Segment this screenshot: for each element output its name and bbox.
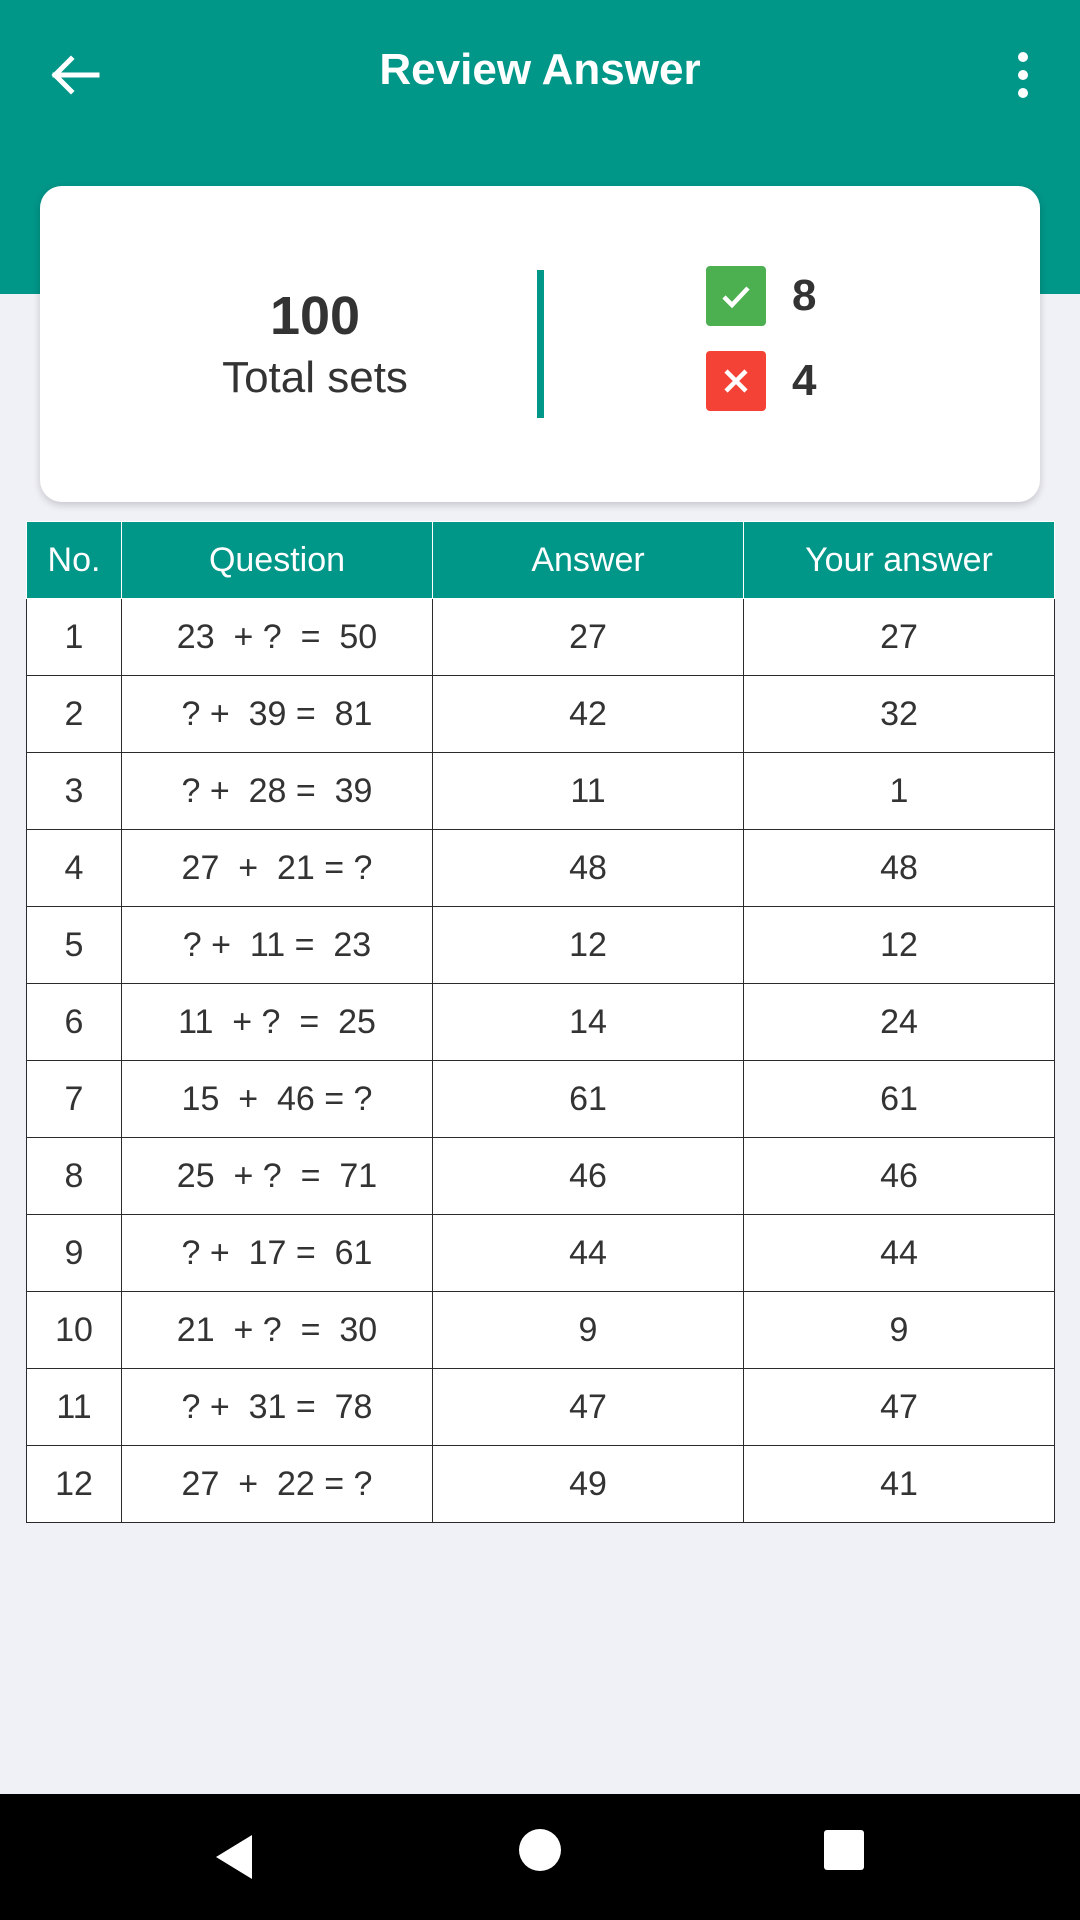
cell-your-answer: 61: [744, 1061, 1055, 1138]
nav-home-icon[interactable]: [518, 1828, 562, 1872]
cell-your-answer: 47: [744, 1369, 1055, 1446]
cell-your-answer: 24: [744, 984, 1055, 1061]
cell-answer: 12: [433, 907, 744, 984]
cell-no: 4: [27, 830, 122, 907]
cell-your-answer: 1: [744, 753, 1055, 830]
cell-no: 3: [27, 753, 122, 830]
cell-no: 7: [27, 1061, 122, 1138]
cell-no: 1: [27, 599, 122, 676]
overflow-menu-button[interactable]: [990, 40, 1056, 110]
system-nav-bar: [0, 1794, 1080, 1920]
cell-answer: 42: [433, 676, 744, 753]
cell-no: 11: [27, 1369, 122, 1446]
cell-your-answer: 12: [744, 907, 1055, 984]
review-table: [26, 521, 1055, 1523]
cell-question: ? + 31 = 78: [122, 1369, 433, 1446]
total-sets-label: Total sets: [222, 353, 408, 402]
cell-answer: 11: [433, 753, 744, 830]
cell-answer: 47: [433, 1369, 744, 1446]
cell-no: 2: [27, 676, 122, 753]
table-row: [27, 907, 1055, 984]
wrong-count: 4: [792, 356, 817, 405]
cell-question: 11 + ? = 25: [122, 984, 433, 1061]
cell-answer: 27: [433, 599, 744, 676]
cell-no: 5: [27, 907, 122, 984]
cell-your-answer: 41: [744, 1446, 1055, 1523]
cell-answer: 46: [433, 1138, 744, 1215]
back-button[interactable]: [40, 40, 110, 110]
cell-question: 21 + ? = 30: [122, 1292, 433, 1369]
cell-your-answer: 9: [744, 1292, 1055, 1369]
cell-no: 6: [27, 984, 122, 1061]
cell-question: ? + 39 = 81: [122, 676, 433, 753]
summary-card: [40, 186, 1040, 502]
check-icon: [706, 266, 766, 326]
cell-your-answer: 48: [744, 830, 1055, 907]
close-icon: [706, 351, 766, 411]
cell-your-answer: 27: [744, 599, 1055, 676]
table-row: [27, 1061, 1055, 1138]
table-header-row: [27, 522, 1055, 599]
nav-recents-icon[interactable]: [824, 1830, 864, 1870]
cell-question: 27 + 21 = ?: [122, 830, 433, 907]
table-row: [27, 1215, 1055, 1292]
cell-answer: 48: [433, 830, 744, 907]
table-row: [27, 676, 1055, 753]
table-row: [27, 1369, 1055, 1446]
table-row: [27, 599, 1055, 676]
cell-question: 25 + ? = 71: [122, 1138, 433, 1215]
cell-your-answer: 32: [744, 676, 1055, 753]
more-vert-icon: [1016, 51, 1030, 99]
cell-no: 9: [27, 1215, 122, 1292]
cell-answer: 14: [433, 984, 744, 1061]
cell-answer: 9: [433, 1292, 744, 1369]
table-row: [27, 753, 1055, 830]
cell-question: 27 + 22 = ?: [122, 1446, 433, 1523]
cell-your-answer: 44: [744, 1215, 1055, 1292]
cell-question: ? + 11 = 23: [122, 907, 433, 984]
cell-answer: 49: [433, 1446, 744, 1523]
header-answer: Answer: [433, 522, 744, 599]
cell-no: 10: [27, 1292, 122, 1369]
table-row: [27, 1292, 1055, 1369]
cell-question: 15 + 46 = ?: [122, 1061, 433, 1138]
cell-your-answer: 46: [744, 1138, 1055, 1215]
table-row: [27, 830, 1055, 907]
cell-answer: 61: [433, 1061, 744, 1138]
correct-count: 8: [792, 271, 817, 320]
total-sets-value: 100: [269, 286, 361, 346]
header-question: Question: [122, 522, 433, 599]
table-row: [27, 1446, 1055, 1523]
table-row: [27, 984, 1055, 1061]
summary-divider: [537, 270, 544, 418]
cell-no: 12: [27, 1446, 122, 1523]
cell-question: ? + 28 = 39: [122, 753, 433, 830]
cell-no: 8: [27, 1138, 122, 1215]
table-row: [27, 1138, 1055, 1215]
cell-question: 23 + ? = 50: [122, 599, 433, 676]
cell-answer: 44: [433, 1215, 744, 1292]
header-your-answer: Your answer: [744, 522, 1055, 599]
page-title: Review Answer: [379, 45, 701, 94]
cell-question: ? + 17 = 61: [122, 1215, 433, 1292]
header-no: No.: [27, 522, 122, 599]
arrow-left-icon: [49, 55, 101, 95]
nav-back-icon[interactable]: [210, 1829, 270, 1885]
